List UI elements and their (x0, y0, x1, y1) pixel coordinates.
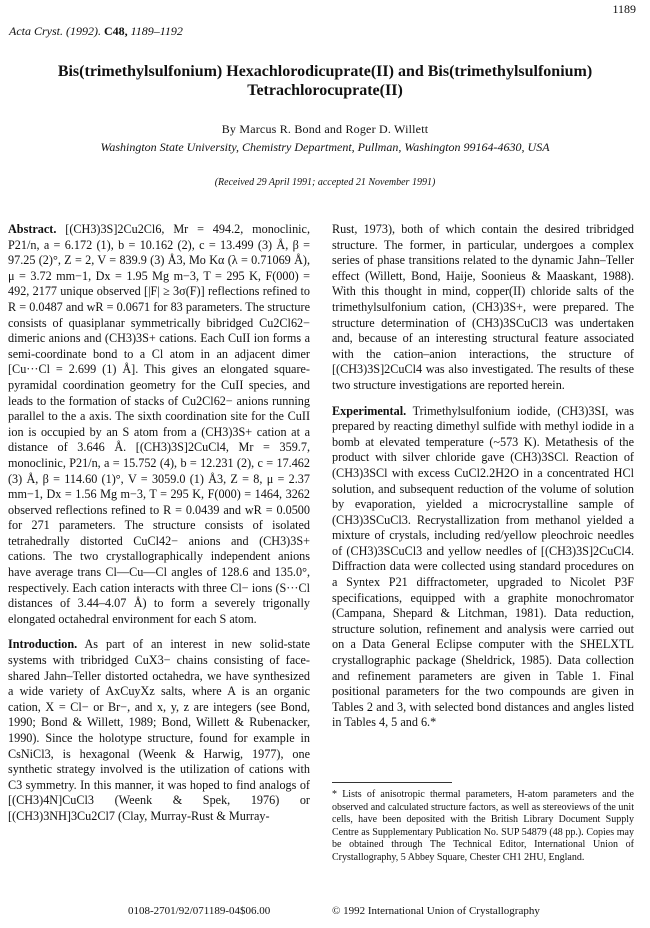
footnote (332, 782, 634, 865)
experimental-paragraph (332, 404, 634, 731)
abstract-paragraph (8, 222, 310, 627)
article-title: Bis(trimethylsulfonium) Hexachlorodicuprate(II) and Bis(trimethylsulfonium) Tetrachlorocuprate(II) (57, 63, 593, 99)
experimental-heading: Experimental. (332, 403, 407, 418)
received-dates: (Received 29 April 1991; accepted 21 November 1991) (214, 177, 436, 188)
footnote-rule (332, 782, 452, 783)
introduction-text: As part of an interest in new solid-state systems with tribridged CuX3− chains consisting of face-shared Jahn–Teller distorted octahedra, we have synthesized a wide variety of AxCuyXz salts, where A is an organic cation, X = Cl− or Br−, and x, y, z are integers (see Bond, 1990; Bond & Willett, 1989; Bond, Willett & Rubenacker, 1990). Since the holotype structure, found for example in CsNiCl3, is hexagonal (Weenk & Harwig, 1977), one synthetic strategy involved is the utilization of cations with C3 symmetry. In this manner, it was hoped to find analogs of [(CH3)4N]CuCl3 (Weenk & Spek, 1976) or [(CH3)3NH]3Cu2Cl7 (Clay, Murray-Rust & Murray- (8, 637, 311, 823)
introduction-heading: Introduction. (8, 637, 78, 652)
abstract-text: [(CH3)3S]2Cu2Cl6, Mr = 494.2, monoclinic, P21/n, a = 6.172 (1), b = 10.162 (2), c = 13.499 (3) Å, β = 97.25 (2)°, Z = 2, V = 839.9 (3) Å3, Mo Kα (λ = 0.71069 Å), μ = 3.72 mm−1, Dx = 1.95 Mg m−3, T = 295 K, F(000) = 492, 2177 unique observed [|F| ≥ 3σ(F)] reflections refined to R = 0.0487 and wR = 0.0671 for 83 parameters. The structure consists of quasiplanar symmetrically bibridged Cu2Cl62− dimeric anions and (CH3)3S+ cations. Each CuII ion forms a semi-coordinate bond to a Cl atom in an adjacent dimer [Cu···Cl = 2.699 (1) Å]. This gives an elongated square-pyramidal coordination geometry for the CuII species, and leads to the formation of stacks of Cu2Cl62− anions running parallel to the a axis. The sixth coordination site for the CuII ion is occupied by an S atom from a (CH3)3S+ cation at a distance of 3.646 Å. [(CH3)3S]2CuCl4, Mr = 359.7, monoclinic, P21/n, a = 15.752 (4), b = 12.231 (2), c = 17.462 (3) Å, β = 114.60 (1)°, V = 3059.0 (1) Å3, Z = 8, μ = 2.37 mm−1, Dx = 1.56 Mg m−3, T = 295 K, F(000) = 1464, 3262 observed reflections refined to R = 0.0439 and wR = 0.0500 for 271 parameters. The structure consists of isolated tetrahedrally distorted CuCl42− anions and (CH3)3S+ cations. The two crystallographically independent anions have average trans Cl—Cu—Cl angles of 128.6 and 135.0°, respectively. Each cation interacts with three Cl− ions (S···Cl distances of 3.44–4.07 Å) to form a severely trigonally elongated octahedral environment for each S atom. (8, 222, 311, 626)
introduction-paragraph (8, 637, 310, 824)
footnote-text: * Lists of anisotropic thermal parameters, H-atom parameters and the observed and calculated structure factors, as well as stereoviews of the unit cells, have been deposited with the British Library Document Supply Centre as Supplementary Publication No. SUP 54879 (48 pp.). Copies may be obtained through The Technical Editor, International Union of Crystallography, 5 Abbey Square, Chester CH1 2HU, England. (332, 789, 634, 863)
journal-name: Acta Cryst. (9, 24, 63, 38)
abstract-heading: Abstract. (8, 222, 57, 236)
journal-citation (9, 24, 183, 39)
issn-line: 0108-2701/92/071189-04$06.00 (128, 905, 271, 917)
journal-year: (1992). (66, 24, 101, 38)
journal-pages: 1189–1192 (130, 24, 183, 38)
article-authors: By Marcus R. Bond and Roger D. Willett (221, 122, 429, 136)
experimental-text: Trimethylsulfonium iodide, (CH3)3SI, was prepared by reacting dimethyl sulfide with methyl iodide in a bomb at elevated temperature (~573 K). Metathesis of the product with silver chloride gave (CH3)3SCl. Reaction of (CH3)3SCl with excess CuCl2.2H2O in a concentrated HCl solution, and subsequent reduction of the volume of solution by evaporation, yielded a microcrystalline sample of (CH3)3SCuCl3. Recrystallization from methanol yielded a mixture of crystals, including red/yellow pleochroic needles of (CH3)3SCuCl3 and yellow needles of [(CH3)3S]2CuCl4. Diffraction data were collected using standard procedures on a Syntex P21 diffractometer, upgraded to Nicolet P3F specifications, equipped with a graphite monochromator (Campana, Shepard & Litchman, 1981). Data reduction, structure solution, refinement and analysis were carried out on a Data General Eclipse computer with the SHELXTL crystallographic package (Sheldrick, 1985). Data collection and refinement parameters are given in Table 1. Final positional parameters for the two compounds are given in Tables 2 and 3, with selected bond distances and angles listed in Tables 4, 5 and 6.* (332, 403, 634, 730)
journal-volume: C48, (104, 24, 128, 38)
page-number: 1189 (612, 2, 636, 16)
author-affiliation: Washington State University, Chemistry Department, Pullman, Washington 99164-4630, USA (100, 140, 550, 154)
left-column (8, 222, 310, 835)
copyright-line: © 1992 International Union of Crystallography (332, 905, 540, 917)
right-column (332, 222, 634, 741)
introduction-continued: Rust, 1973), both of which contain the desired tribridged structure. The former, in particular, undergoes a complex series of phase transitions related to the dynamic Jahn–Teller effect (Willett, Bond, Haije, Soonieus & Maaskant, 1988). With this thought in mind, copper(II) chloride salts of the trimethylsulfonium cation, (CH3)3S+, were prepared. The structure determination of (CH3)3SCuCl3 was undertaken and, because of an interesting structural feature associated with the cation–anion interactions, the structure of [(CH3)3S]2CuCl4 was also investigated. The results of these two structure investigations are reported herein. (332, 222, 634, 392)
